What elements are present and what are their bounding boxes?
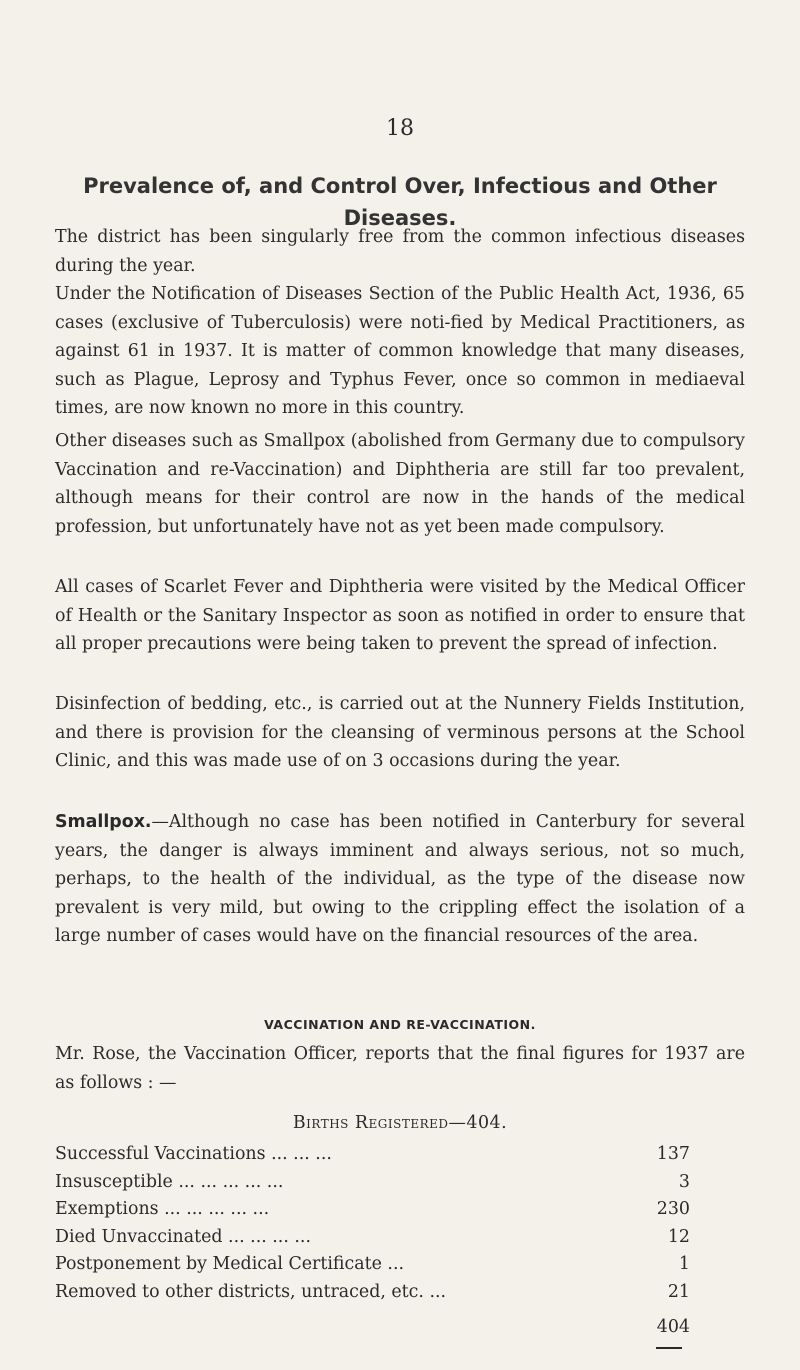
table-row (55, 1169, 690, 1197)
row-label: Postponement by Medical Certificate ... (55, 1254, 405, 1274)
smallpox-body: —Although no case has been notified in Canterbury for several years, the danger is always imminent and always serious, not so much, perhaps, to the health of the individual, as the type of the disease now prevalent is very mild, but owing to the crippling effect the isolation of a large number of cases would have on the financial resources of the area. (55, 812, 745, 947)
births-value: —404. (448, 1113, 508, 1133)
row-value: 1 (678, 1254, 690, 1274)
paragraph-visits: All cases of Scarlet Fever and Diphtheria were visited by the Medical Officer of Health or the Sanitary Inspector as soon as notified in order to ensure that all proper precautions were being taken to prevent the spread of infection. (55, 577, 745, 655)
row-value: 12 (667, 1226, 690, 1247)
row-label: Died Unvaccinated ... ... ... ... (55, 1226, 311, 1247)
row-value: 137 (656, 1144, 690, 1164)
table-row (55, 1141, 690, 1169)
births-label: Births Registered (292, 1113, 449, 1133)
paragraph-smallpox-diphtheria: Other diseases such as Smallpox (abolished from Germany due to compulsory Vaccination and re-Vaccination) and Diphtheria are still far too prevalent, although means for their control are now in the hands of the medical profession, but unfortunately have not as yet been made compulsory. (55, 431, 745, 537)
table-row (55, 1224, 690, 1252)
row-label: Removed to other districts, untraced, etc. ... (55, 1281, 447, 1302)
row-value: 230 (656, 1199, 690, 1219)
row-label: Exemptions ... ... ... ... ... (55, 1199, 270, 1219)
paragraph-notification: Under the Notification of Diseases Section of the Public Health Act, 1936, 65 cases (exclusive of Tuberculosis) were noti-fied by Medical Practitioners, as against 61 in 1937. It is matter of common knowledge that many diseases, such as Plague, Leprosy and Typhus Fever, once so common in mediaeval times, are now known no more in this country. (55, 284, 745, 419)
births-registered (0, 1113, 800, 1133)
paragraph-disinfection: Disinfection of bedding, etc., is carried out at the Nunnery Fields Institution, and there is provision for the cleansing of verminous persons at the School Clinic, and this was made use of on 3 occasions during the year. (55, 694, 745, 772)
total-underline (656, 1347, 682, 1349)
paragraph-smallpox (55, 808, 745, 951)
table-row (55, 1279, 690, 1307)
page-number: 18 (386, 116, 414, 141)
row-value: 3 (678, 1171, 690, 1192)
paragraph-vaccination-officer: Mr. Rose, the Vaccination Officer, reports that the final figures for 1937 are as follows : — (55, 1044, 745, 1093)
section-title: Prevalence of, and Control Over, Infectious and Other Diseases. (83, 174, 717, 230)
vaccination-table (55, 1141, 690, 1306)
row-value: 21 (667, 1281, 690, 1302)
table-row (55, 1251, 690, 1279)
row-label: Insusceptible ... ... ... ... ... (55, 1171, 284, 1192)
table-total: 404 (656, 1317, 690, 1337)
smallpox-runin-heading: Smallpox. (55, 812, 152, 832)
vaccination-heading: VACCINATION AND RE-VACCINATION. (264, 1017, 536, 1032)
paragraph-intro: The district has been singularly free from the common infectious diseases during the year. (55, 227, 745, 276)
table-row (55, 1196, 690, 1224)
row-label: Successful Vaccinations ... ... ... (55, 1144, 332, 1164)
